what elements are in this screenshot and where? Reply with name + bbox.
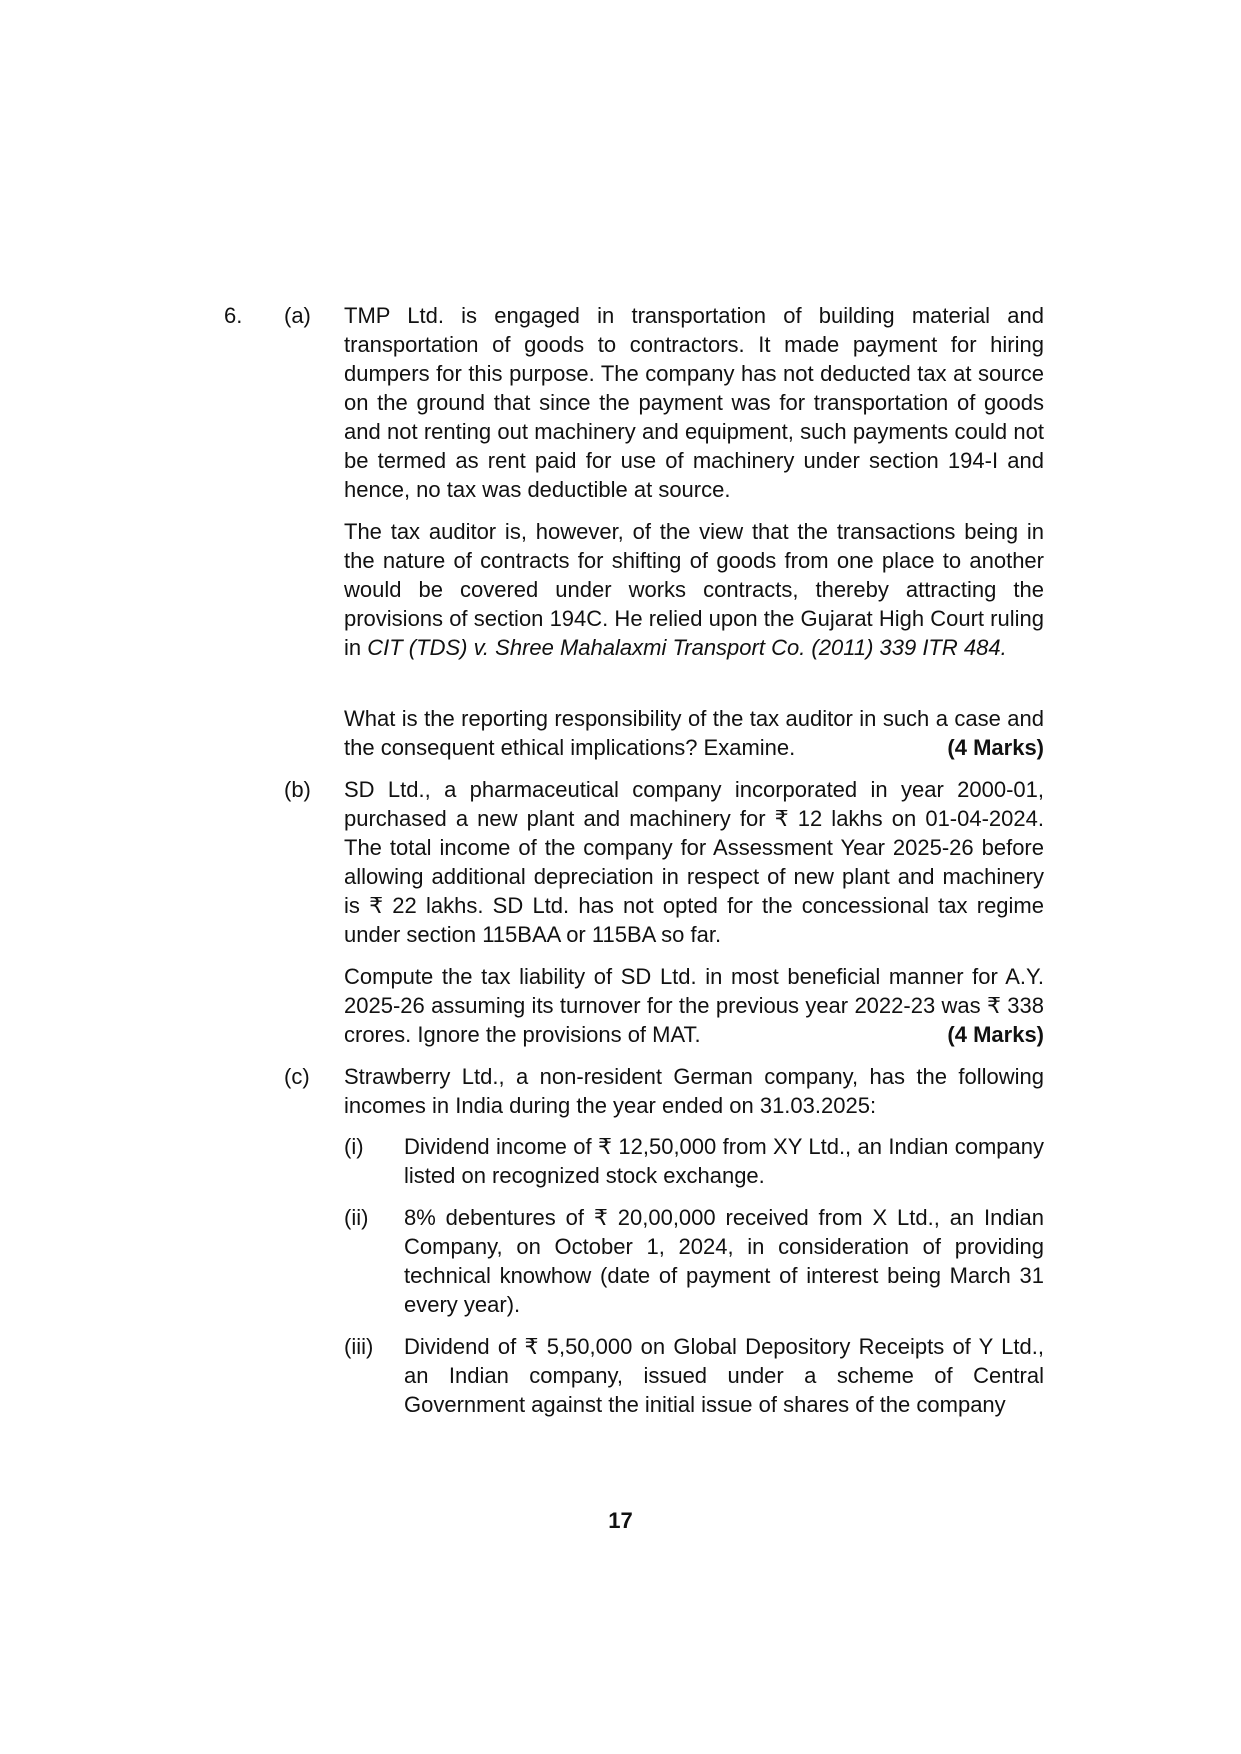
part-b-paragraph-2 bbox=[344, 962, 1044, 1049]
part-c-paragraph-1: Strawberry Ltd., a non-resident German company, has the following incomes in India during the year ended on 31.03.2025: bbox=[344, 1064, 1044, 1118]
part-a-paragraph-1: TMP Ltd. is engaged in transportation of building material and transportation of goods to contractors. It made payment for hiring dumpers for this purpose. The company has not deducted tax at source on the ground that since the payment was for transportation of goods and not renting out machinery and equipment, such payments could not be termed as rent paid for use of machinery under section 194-I and hence, no tax was deductible at source. bbox=[344, 303, 1044, 502]
part-a-paragraph-2-text: The tax auditor is, however, of the view that the transactions being in the nature of contracts for shifting of goods from one place to another would be covered under works contracts, thereby attracting the provisions of section 194C. He relied upon the Gujarat High Court ruling in bbox=[344, 519, 1044, 660]
part-b-paragraph-1: SD Ltd., a pharmaceutical company incorporated in year 2000-01, purchased a new plant and machinery for ₹ 12 lakhs on 01-04-2024. The total income of the company for Assessment Year 2025-26 before allowing additional depreciation in respect of new plant and machinery is ₹ 22 lakhs. SD Ltd. has not opted for the concessional tax regime under section 115BAA or 115BA so far. bbox=[344, 777, 1044, 947]
part-c-label: (c) bbox=[284, 1064, 310, 1089]
sub-item-label: (i) bbox=[344, 1134, 364, 1159]
sub-item-label: (iii) bbox=[344, 1334, 374, 1359]
part-a-question-text: What is the reporting responsibility of the tax auditor in such a case and the consequent ethical implications? Examine. bbox=[344, 706, 1044, 760]
part-b-label: (b) bbox=[284, 777, 311, 802]
part-a-marks: (4 Marks) bbox=[947, 735, 1044, 760]
part-a-label: (a) bbox=[284, 303, 311, 328]
case-citation: CIT (TDS) v. Shree Mahalaxmi Transport Co. (2011) 339 ITR 484. bbox=[367, 635, 1007, 660]
sub-item-text: Dividend income of ₹ 12,50,000 from XY Ltd., an Indian company listed on recognized stock exchange. bbox=[404, 1134, 1044, 1188]
question-number: 6. bbox=[224, 303, 243, 328]
sub-item-label: (ii) bbox=[344, 1205, 369, 1230]
part-b-question-text: Compute the tax liability of SD Ltd. in most beneficial manner for A.Y. 2025-26 assuming its turnover for the previous year 2022-23 was ₹ 338 crores. Ignore the provisions of MAT. bbox=[344, 964, 1044, 1047]
part-a-paragraph-2 bbox=[344, 517, 1044, 662]
page-number: 17 bbox=[608, 1508, 633, 1533]
part-b-marks: (4 Marks) bbox=[947, 1022, 1044, 1047]
sub-item-text: 8% debentures of ₹ 20,00,000 received from X Ltd., an Indian Company, on October 1, 2024, in consideration of providing technical knowhow (date of payment of interest being March 31 every year). bbox=[404, 1205, 1044, 1317]
sub-item-text: Dividend of ₹ 5,50,000 on Global Depository Receipts of Y Ltd., an Indian company, issued under a scheme of Central Government against the initial issue of shares of the company bbox=[404, 1334, 1044, 1417]
part-a-paragraph-3 bbox=[344, 704, 1044, 762]
